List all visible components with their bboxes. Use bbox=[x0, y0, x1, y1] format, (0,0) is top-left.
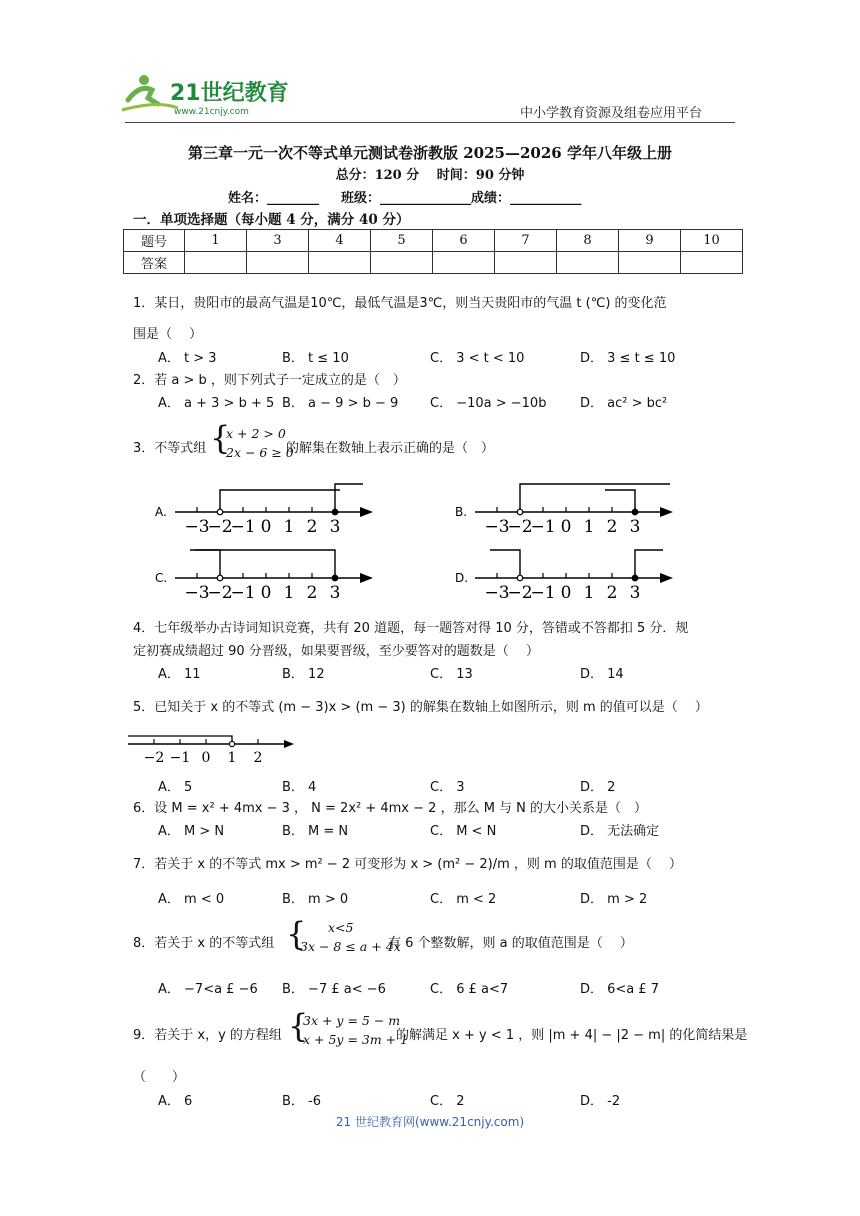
solution-bracket bbox=[490, 550, 520, 578]
question-9-text: 9．若关于 x，y 的方程组 bbox=[133, 1028, 282, 1043]
table-cell: 8 bbox=[557, 230, 619, 252]
table-cell: 5 bbox=[371, 230, 433, 252]
tick-label: 0 bbox=[201, 750, 211, 766]
question-9-text-cont: （ ） bbox=[133, 1070, 186, 1085]
tick-label: 0 bbox=[260, 517, 272, 537]
system-line: 3x + y = 5 − m bbox=[303, 1013, 401, 1028]
question-8-text: 8．若关于 x 的不等式组 bbox=[133, 936, 275, 951]
option-label[interactable]: D. bbox=[455, 571, 469, 585]
table-cell: 7 bbox=[495, 230, 557, 252]
logo-url: www.21cnjy.com bbox=[174, 107, 249, 117]
answer-cell[interactable] bbox=[557, 252, 619, 274]
system-brace: { bbox=[210, 419, 231, 457]
q9-option-a[interactable]: A． 6 bbox=[158, 1094, 193, 1109]
inequality-system bbox=[300, 918, 401, 956]
option-label[interactable]: C. bbox=[155, 571, 168, 585]
q1-option-c[interactable]: C． 3 < t < 10 bbox=[430, 351, 525, 366]
answer-cell[interactable] bbox=[309, 252, 371, 274]
tick-label: 0 bbox=[560, 583, 572, 600]
q5-option-c[interactable]: C． 3 bbox=[430, 780, 465, 795]
tick-label: −1 bbox=[530, 583, 556, 600]
inequality-system bbox=[226, 424, 294, 462]
platform-name: 中小学教育资源及组卷应用平台 bbox=[520, 106, 703, 121]
tick-label: 1 bbox=[227, 750, 237, 766]
q2-option-b[interactable]: B． a − 9 > b − 9 bbox=[282, 396, 399, 411]
q6-option-b[interactable]: B． M = N bbox=[282, 824, 349, 839]
question-9-text-post: 的解满足 x + y < 1 ，则 |m + 4| − |2 − m| 的化简结果是 bbox=[396, 1028, 748, 1043]
table-cell: 1 bbox=[185, 230, 247, 252]
tick-label: 2 bbox=[606, 583, 618, 600]
question-5-text: 5．已知关于 x 的不等式 (m − 3)x > (m − 3) 的解集在数轴上如图所示，则 m 的值可以是（ ） bbox=[133, 700, 708, 715]
student-info: 姓名：________ 班级：______________成绩：___________ bbox=[228, 191, 582, 206]
tick-label: 3 bbox=[629, 583, 641, 600]
system-brace: { bbox=[288, 1007, 309, 1045]
q5-number-line bbox=[128, 728, 308, 768]
page-footer: 21 世纪教育网(www.21cnjy.com) bbox=[335, 1115, 525, 1129]
tick-label: 2 bbox=[306, 583, 318, 600]
q4-option-d[interactable]: D． 14 bbox=[580, 667, 624, 682]
closed-point bbox=[332, 509, 338, 515]
q9-option-d[interactable]: D． -2 bbox=[580, 1094, 621, 1109]
tick-label: 3 bbox=[629, 517, 641, 537]
answer-cell[interactable] bbox=[433, 252, 495, 274]
open-point bbox=[229, 741, 234, 746]
question-4-text: 4．七年级举办古诗词知识竞赛，共有 20 道题，每一题答对得 10 分，答错或不答都扣 5 分．规 bbox=[133, 621, 689, 636]
table-cell: 答案 bbox=[124, 252, 185, 274]
q8-option-d[interactable]: D． 6<a £ 7 bbox=[580, 982, 660, 997]
tick-label: −1 bbox=[530, 517, 556, 537]
q7-option-c[interactable]: C． m < 2 bbox=[430, 892, 497, 907]
q9-option-c[interactable]: C． 2 bbox=[430, 1094, 465, 1109]
q2-option-c[interactable]: C． −10a > −10b bbox=[430, 396, 547, 411]
q3-number-lines bbox=[155, 480, 715, 600]
tick-label: 3 bbox=[329, 517, 341, 537]
table-cell: 9 bbox=[619, 230, 681, 252]
option-label[interactable]: A. bbox=[155, 505, 167, 519]
q8-option-c[interactable]: C． 6 £ a<7 bbox=[430, 982, 509, 997]
open-point bbox=[217, 509, 223, 515]
page-subtitle: 总分：120 分 时间：90 分钟 bbox=[335, 168, 525, 183]
q1-option-a[interactable]: A． t > 3 bbox=[158, 351, 217, 366]
tick-label: 2 bbox=[306, 517, 318, 537]
q6-option-d[interactable]: D． 无法确定 bbox=[580, 824, 660, 839]
q8-option-b[interactable]: B． −7 £ a< −6 bbox=[282, 982, 386, 997]
system-line: 3x − 8 ≤ a + 4x bbox=[300, 939, 401, 954]
system-line: x<5 bbox=[328, 920, 354, 935]
q5-option-d[interactable]: D． 2 bbox=[580, 780, 616, 795]
q9-option-b[interactable]: B． -6 bbox=[282, 1094, 322, 1109]
open-point bbox=[517, 509, 523, 515]
q6-option-a[interactable]: A． M > N bbox=[158, 824, 225, 839]
table-cell: 6 bbox=[433, 230, 495, 252]
tick-label: −1 bbox=[169, 750, 191, 766]
q7-option-d[interactable]: D． m > 2 bbox=[580, 892, 648, 907]
tick-label: −2 bbox=[207, 583, 233, 600]
solution-bracket bbox=[220, 490, 340, 512]
q4-option-c[interactable]: C． 13 bbox=[430, 667, 473, 682]
answer-cell[interactable] bbox=[185, 252, 247, 274]
question-3-text: 3．不等式组 bbox=[133, 441, 207, 456]
tick-label: −3 bbox=[184, 583, 210, 600]
tick-label: −2 bbox=[507, 583, 533, 600]
system-line: x + 5y = 3m + 1 bbox=[303, 1032, 409, 1047]
section-heading: 一．单项选择题（每小题 4 分，满分 40 分） bbox=[133, 212, 410, 228]
tick-label: −2 bbox=[207, 517, 233, 537]
header-divider bbox=[125, 122, 735, 123]
question-8-text-post: 有 6 个整数解，则 a 的取值范围是（ ） bbox=[388, 936, 633, 951]
tick-label: 2 bbox=[606, 517, 618, 537]
tick-label: 3 bbox=[329, 583, 341, 600]
q4-option-b[interactable]: B． 12 bbox=[282, 667, 325, 682]
open-point bbox=[217, 575, 223, 581]
q2-option-a[interactable]: A． a + 3 > b + 5 bbox=[158, 396, 275, 411]
tick-label: 0 bbox=[560, 517, 572, 537]
tick-label: −2 bbox=[143, 750, 165, 766]
answer-cell[interactable] bbox=[495, 252, 557, 274]
answer-table bbox=[123, 229, 743, 274]
tick-label: −3 bbox=[184, 517, 210, 537]
q7-option-b[interactable]: B． m > 0 bbox=[282, 892, 349, 907]
tick-label: 1 bbox=[283, 517, 295, 537]
solution-bracket bbox=[335, 484, 363, 512]
tick-label: 0 bbox=[260, 583, 272, 600]
tick-label: −3 bbox=[484, 583, 510, 600]
answer-cell[interactable] bbox=[619, 252, 681, 274]
tick-label: 1 bbox=[583, 517, 595, 537]
option-label[interactable]: B. bbox=[455, 505, 468, 519]
answer-cell[interactable] bbox=[371, 252, 433, 274]
system-brace: { bbox=[286, 915, 307, 953]
page-title: 第三章一元一次不等式单元测试卷浙教版 2025—2026 学年八年级上册 bbox=[188, 144, 672, 162]
table-cell: 10 bbox=[681, 230, 743, 252]
q5-option-b[interactable]: B． 4 bbox=[282, 780, 317, 795]
table-cell: 题号 bbox=[124, 230, 185, 252]
tick-label: 2 bbox=[253, 750, 263, 766]
system-line: x + 2 > 0 bbox=[226, 426, 286, 441]
q1-option-b[interactable]: B． t ≤ 10 bbox=[282, 351, 349, 366]
q5-option-a[interactable]: A． 5 bbox=[158, 780, 193, 795]
table-row bbox=[124, 230, 743, 252]
solution-bracket bbox=[635, 550, 663, 578]
q1-option-d[interactable]: D． 3 ≤ t ≤ 10 bbox=[580, 351, 676, 366]
q4-option-a[interactable]: A． 11 bbox=[158, 667, 201, 682]
question-6-text: 6．设 M = x² + 4mx − 3 ， N = 2x² + 4mx − 2 ，那么 M 与 N 的大小关系是（ ） bbox=[133, 801, 648, 816]
q2-option-d[interactable]: D． ac² > bc² bbox=[580, 396, 668, 411]
answer-cell[interactable] bbox=[247, 252, 309, 274]
tick-label: −2 bbox=[507, 517, 533, 537]
question-1-text: 1．某日，贵阳市的最高气温是10℃，最低气温是3℃，则当天贵阳市的气温 t (℃) 的变化范 bbox=[133, 296, 667, 311]
q8-option-a[interactable]: A． −7<a £ −6 bbox=[158, 982, 258, 997]
system-line: 2x − 6 ≥ 0 bbox=[226, 445, 294, 460]
question-1-text-cont: 围是（ ） bbox=[133, 327, 203, 342]
solution-bracket bbox=[195, 550, 335, 578]
tick-label: 1 bbox=[583, 583, 595, 600]
question-4-text-cont: 定初赛成绩超过 90 分晋级，如果要晋级，至少要答对的题数是（ ） bbox=[133, 644, 539, 659]
solution-bracket bbox=[190, 550, 220, 578]
question-3-text-post: 的解集在数轴上表示正确的是（ ） bbox=[286, 441, 495, 456]
open-point bbox=[517, 575, 523, 581]
equation-system bbox=[303, 1011, 408, 1049]
table-row bbox=[124, 252, 743, 274]
answer-cell[interactable] bbox=[681, 252, 743, 274]
solution-bracket bbox=[605, 490, 635, 512]
table-cell: 4 bbox=[309, 230, 371, 252]
logo-text: 21世纪教育 bbox=[170, 81, 289, 106]
closed-point bbox=[632, 509, 638, 515]
tick-label: −1 bbox=[230, 583, 256, 600]
closed-point bbox=[332, 575, 338, 581]
tick-label: −1 bbox=[230, 517, 256, 537]
question-2-text: 2．若 a > b ，则下列式子一定成立的是（ ） bbox=[133, 373, 406, 388]
tick-label: −3 bbox=[484, 517, 510, 537]
question-7-text: 7．若关于 x 的不等式 mx > m² − 2 可变形为 x > (m² − 2)/m ，则 m 的取值范围是（ ） bbox=[133, 857, 682, 872]
logo bbox=[118, 70, 298, 118]
closed-point bbox=[632, 575, 638, 581]
q6-option-c[interactable]: C． M < N bbox=[430, 824, 497, 839]
table-cell: 3 bbox=[247, 230, 309, 252]
tick-label: 1 bbox=[283, 583, 295, 600]
q7-option-a[interactable]: A． m < 0 bbox=[158, 892, 225, 907]
